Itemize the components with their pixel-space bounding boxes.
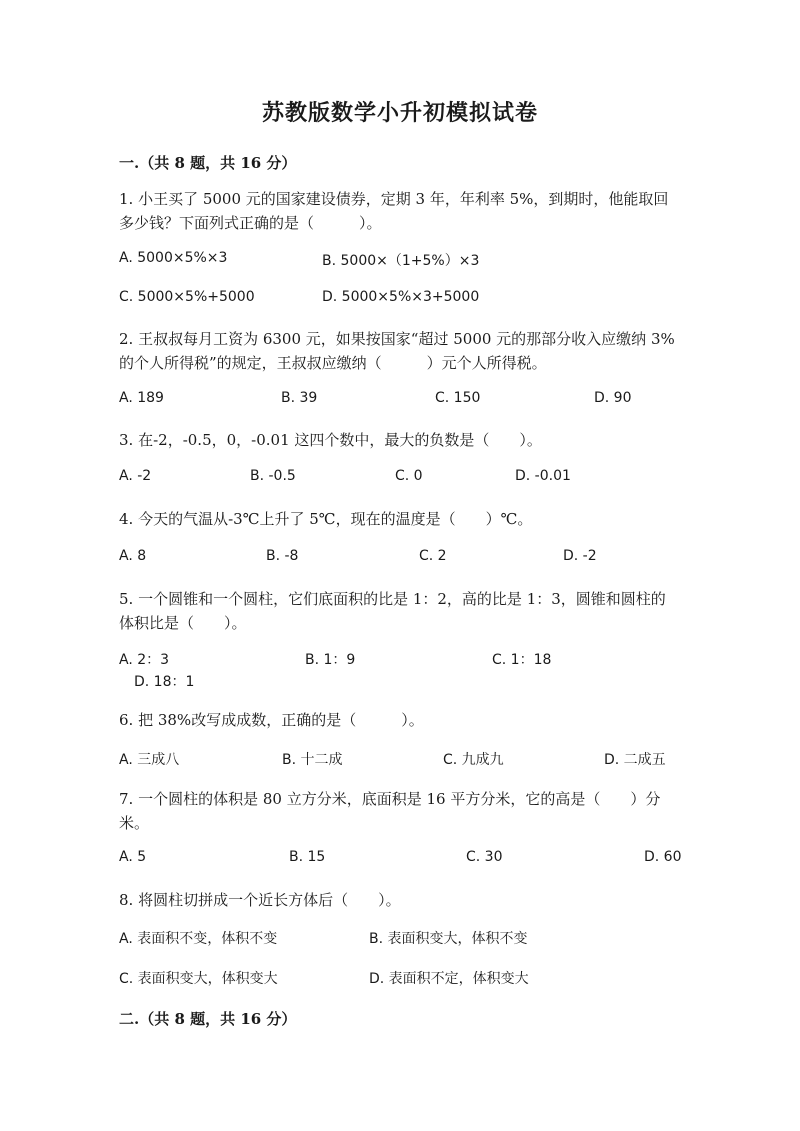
q2-option-b[interactable]: B. 39 bbox=[281, 390, 318, 406]
question-2: 2. 王叔叔每月工资为 6300 元，如果按国家“超过 5000 元的那部分收入应缴纳 3%的个人所得税”的规定，王叔叔应缴纳（ ）元个人所得税。 bbox=[119, 330, 675, 372]
q1-option-b[interactable]: B. 5000×（1+5%）×3 bbox=[322, 253, 480, 269]
q5-option-d[interactable]: D. 18：1 bbox=[134, 674, 195, 690]
question-3: 3. 在-2，-0.5，0，-0.01 这四个数中，最大的负数是（ ）。 bbox=[119, 431, 542, 449]
q8-option-a[interactable]: A. 表面积不变，体积不变 bbox=[119, 931, 278, 947]
q2-option-d[interactable]: D. 90 bbox=[594, 390, 632, 406]
q3-option-b[interactable]: B. -0.5 bbox=[250, 468, 296, 484]
question-1: 1. 小王买了 5000 元的国家建设债券，定期 3 年，年利率 5%，到期时，他能取回多少钱？下面列式正确的是（ ）。 bbox=[119, 190, 669, 232]
q2-option-c[interactable]: C. 150 bbox=[435, 390, 481, 406]
q8-option-d[interactable]: D. 表面积不定，体积变大 bbox=[369, 971, 529, 987]
question-6: 6. 把 38%改写成成数，正确的是（ ）。 bbox=[119, 711, 424, 729]
exam-title: 苏教版数学小升初模拟试卷 bbox=[261, 100, 538, 126]
q6-option-b[interactable]: B. 十二成 bbox=[282, 752, 343, 768]
q5-option-a[interactable]: A. 2：3 bbox=[119, 652, 170, 668]
q2-option-a[interactable]: A. 189 bbox=[119, 390, 164, 406]
section-heading-1: 一.（共 8 题，共 16 分） bbox=[119, 154, 297, 172]
question-7: 7. 一个圆柱的体积是 80 立方分米，底面积是 16 平方分米，它的高是（ ）分米。 bbox=[119, 790, 661, 832]
q6-option-a[interactable]: A. 三成八 bbox=[119, 752, 180, 768]
q6-option-d[interactable]: D. 二成五 bbox=[604, 752, 666, 768]
q3-option-a[interactable]: A. -2 bbox=[119, 468, 152, 484]
q1-option-a[interactable]: A. 5000×5%×3 bbox=[119, 250, 228, 266]
q8-option-c[interactable]: C. 表面积变大，体积变大 bbox=[119, 971, 278, 987]
q5-option-b[interactable]: B. 1：9 bbox=[305, 652, 356, 668]
q4-option-d[interactable]: D. -2 bbox=[563, 548, 597, 564]
q6-option-c[interactable]: C. 九成九 bbox=[443, 752, 504, 768]
question-5: 5. 一个圆锥和一个圆柱，它们底面积的比是 1：2，高的比是 1：3，圆锥和圆柱的体积比是（ ）。 bbox=[119, 590, 666, 632]
q7-option-c[interactable]: C. 30 bbox=[466, 849, 503, 865]
q4-option-a[interactable]: A. 8 bbox=[119, 548, 147, 564]
q1-option-d[interactable]: D. 5000×5%×3+5000 bbox=[322, 289, 480, 305]
q7-option-b[interactable]: B. 15 bbox=[289, 849, 326, 865]
q3-option-d[interactable]: D. -0.01 bbox=[515, 468, 571, 484]
q7-option-d[interactable]: D. 60 bbox=[644, 849, 682, 865]
q8-option-b[interactable]: B. 表面积变大，体积不变 bbox=[369, 931, 528, 947]
question-8: 8. 将圆柱切拼成一个近长方体后（ ）。 bbox=[119, 891, 401, 909]
q4-option-c[interactable]: C. 2 bbox=[419, 548, 447, 564]
q3-option-c[interactable]: C. 0 bbox=[395, 468, 423, 484]
q4-option-b[interactable]: B. -8 bbox=[266, 548, 299, 564]
q1-option-c[interactable]: C. 5000×5%+5000 bbox=[119, 289, 255, 305]
section-heading-2: 二.（共 8 题，共 16 分） bbox=[119, 1010, 297, 1028]
question-4: 4. 今天的气温从-3℃上升了 5℃，现在的温度是（ ）℃。 bbox=[119, 510, 533, 528]
q7-option-a[interactable]: A. 5 bbox=[119, 849, 147, 865]
q5-option-c[interactable]: C. 1：18 bbox=[492, 652, 552, 668]
